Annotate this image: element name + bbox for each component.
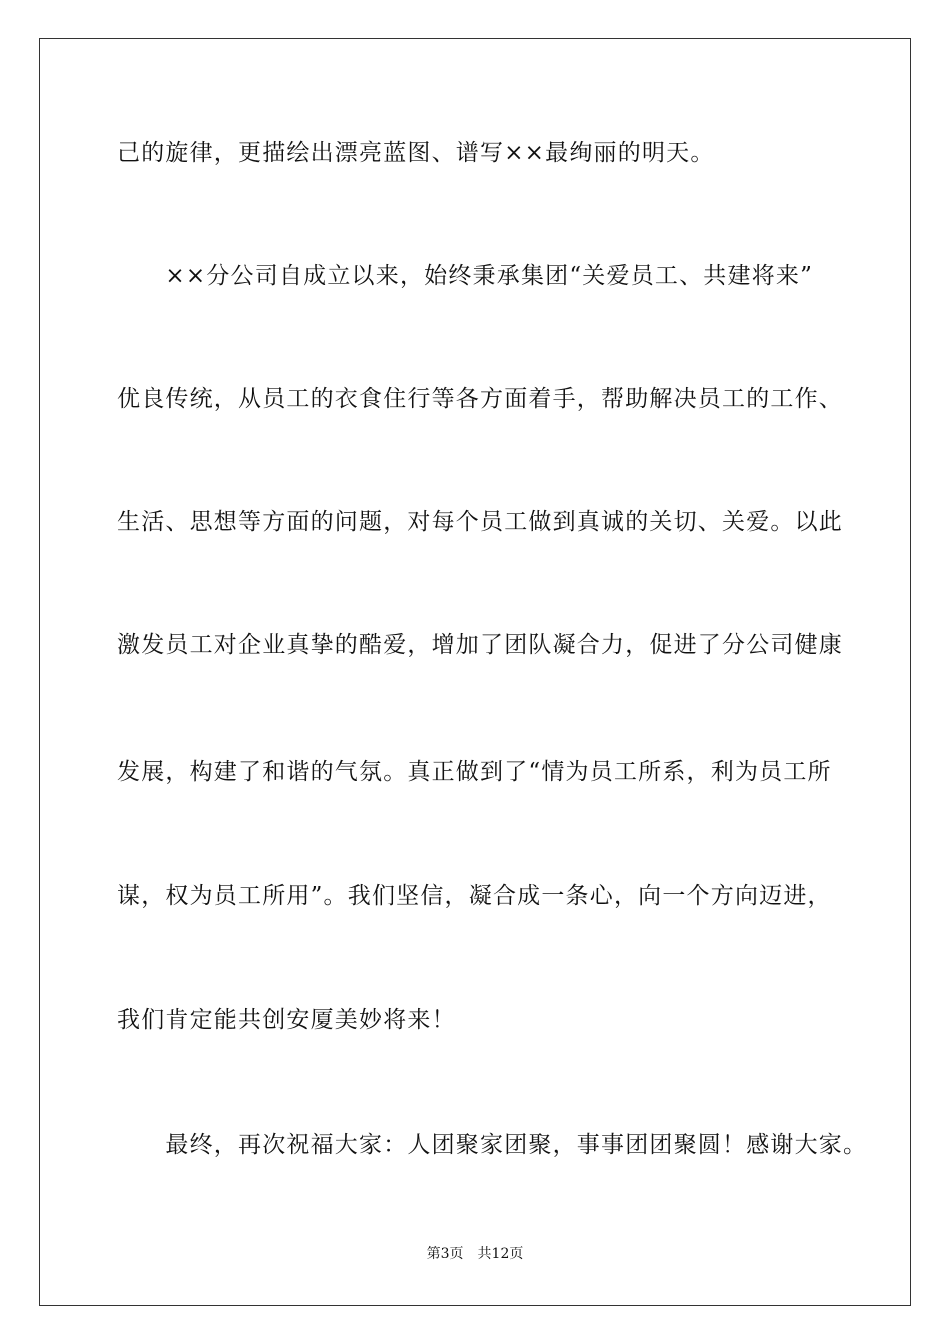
- text-line-3: 优良传统，从员工的衣食住行等各方面着手，帮助解决员工的工作、: [117, 386, 843, 412]
- page-total: 共12页: [477, 1246, 524, 1262]
- text-line-5: 激发员工对企业真挚的酷爱，增加了团队凝合力，促进了分公司健康: [117, 632, 843, 658]
- text-line-9: 最终，再次祝福大家：人团聚家团聚，事事团团聚圆！感谢大家。: [117, 1132, 868, 1158]
- text-line-8: 我们肯定能共创安厦美妙将来！: [117, 1007, 456, 1033]
- page-frame: [39, 38, 911, 1306]
- page-footer: [0, 1244, 950, 1264]
- text-line-4: 生活、思想等方面的问题，对每个员工做到真诚的关切、关爱。以此: [117, 509, 843, 535]
- text-line-7: 谋，权为员工所用”。我们坚信，凝合成一条心，向一个方向迈进，: [117, 883, 832, 909]
- text-line-6: 发展，构建了和谐的气氛。真正做到了“情为员工所系，利为员工所: [117, 759, 832, 785]
- page-number: 第3页: [426, 1246, 464, 1262]
- text-line-2: ××分公司自成立以来，始终秉承集团“关爱员工、共建将来”: [117, 263, 814, 289]
- text-line-1: 己的旋律，更描绘出漂亮蓝图、谱写××最绚丽的明天。: [117, 140, 715, 166]
